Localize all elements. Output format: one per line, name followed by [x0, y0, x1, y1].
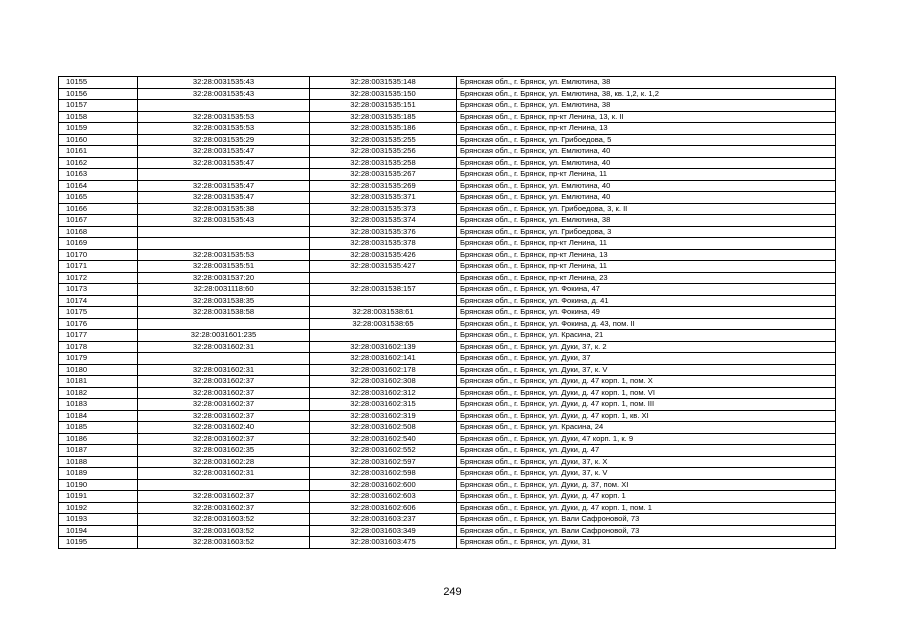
parcel-number-cell: 32:28:0031535:47 [138, 157, 310, 169]
object-number-cell: 32:28:0031535:185 [310, 111, 457, 123]
object-number-cell: 32:28:0031535:255 [310, 134, 457, 146]
object-number-cell: 32:28:0031538:65 [310, 318, 457, 330]
row-number-cell: 10158 [59, 111, 138, 123]
address-cell: Брянская обл., г. Брянск, ул. Емлютина, 40 [457, 180, 836, 192]
parcel-number-cell [138, 479, 310, 491]
address-cell: Брянская обл., г. Брянск, ул. Емлютина, 40 [457, 146, 836, 158]
parcel-number-cell: 32:28:0031602:37 [138, 399, 310, 411]
table-row [59, 88, 836, 100]
parcel-number-cell: 32:28:0031602:31 [138, 364, 310, 376]
object-number-cell: 32:28:0031538:61 [310, 307, 457, 319]
table-row [59, 387, 836, 399]
row-number-cell: 10174 [59, 295, 138, 307]
row-number-cell: 10177 [59, 330, 138, 342]
parcel-number-cell: 32:28:0031535:53 [138, 111, 310, 123]
table-row [59, 376, 836, 388]
parcel-number-cell: 32:28:0031535:43 [138, 77, 310, 89]
parcel-number-cell: 32:28:0031602:37 [138, 376, 310, 388]
cadastral-table [58, 76, 836, 549]
parcel-number-cell: 32:28:0031535:53 [138, 123, 310, 135]
table-body [59, 77, 836, 549]
row-number-cell: 10170 [59, 249, 138, 261]
address-cell: Брянская обл., г. Брянск, ул. Дуки, д. 47 корп. 1, пом. VI [457, 387, 836, 399]
object-number-cell: 32:28:0031535:150 [310, 88, 457, 100]
object-number-cell: 32:28:0031535:256 [310, 146, 457, 158]
table-row [59, 399, 836, 411]
table-row [59, 238, 836, 250]
row-number-cell: 10185 [59, 422, 138, 434]
parcel-number-cell [138, 169, 310, 181]
table-row [59, 77, 836, 89]
address-cell: Брянская обл., г. Брянск, ул. Фокина, 49 [457, 307, 836, 319]
parcel-number-cell: 32:28:0031603:52 [138, 514, 310, 526]
address-cell: Брянская обл., г. Брянск, ул. Емлютина, 38 [457, 215, 836, 227]
row-number-cell: 10183 [59, 399, 138, 411]
table-row [59, 169, 836, 181]
address-cell: Брянская обл., г. Брянск, ул. Дуки, 37, к. V [457, 364, 836, 376]
row-number-cell: 10179 [59, 353, 138, 365]
address-cell: Брянская обл., г. Брянск, ул. Емлютина, 38 [457, 77, 836, 89]
page-number: 249 [443, 586, 462, 598]
table-row [59, 180, 836, 192]
parcel-number-cell [138, 100, 310, 112]
table-row [59, 249, 836, 261]
table-row [59, 410, 836, 422]
object-number-cell: 32:28:0031535:186 [310, 123, 457, 135]
object-number-cell: 32:28:0031603:475 [310, 537, 457, 549]
table-row [59, 433, 836, 445]
parcel-number-cell: 32:28:0031603:52 [138, 537, 310, 549]
table-row [59, 525, 836, 537]
row-number-cell: 10165 [59, 192, 138, 204]
address-cell: Брянская обл., г. Брянск, пр-кт Ленина, 11 [457, 169, 836, 181]
row-number-cell: 10176 [59, 318, 138, 330]
object-number-cell: 32:28:0031602:597 [310, 456, 457, 468]
row-number-cell: 10186 [59, 433, 138, 445]
row-number-cell: 10180 [59, 364, 138, 376]
address-cell: Брянская обл., г. Брянск, ул. Емлютина, 40 [457, 157, 836, 169]
parcel-number-cell: 32:28:0031535:43 [138, 88, 310, 100]
table-row [59, 468, 836, 480]
object-number-cell: 32:28:0031535:376 [310, 226, 457, 238]
parcel-number-cell: 32:28:0031602:31 [138, 341, 310, 353]
address-cell: Брянская обл., г. Брянск, ул. Дуки, д. 37, пом. XI [457, 479, 836, 491]
address-cell: Брянская обл., г. Брянск, ул. Вали Сафроновой, 73 [457, 525, 836, 537]
object-number-cell: 32:28:0031538:157 [310, 284, 457, 296]
object-number-cell: 32:28:0031535:378 [310, 238, 457, 250]
table-row [59, 111, 836, 123]
object-number-cell: 32:28:0031602:319 [310, 410, 457, 422]
row-number-cell: 10194 [59, 525, 138, 537]
parcel-number-cell: 32:28:0031602:37 [138, 410, 310, 422]
row-number-cell: 10178 [59, 341, 138, 353]
table-row [59, 100, 836, 112]
table-row [59, 307, 836, 319]
table-row [59, 445, 836, 457]
row-number-cell: 10161 [59, 146, 138, 158]
object-number-cell: 32:28:0031602:540 [310, 433, 457, 445]
parcel-number-cell: 32:28:0031602:31 [138, 468, 310, 480]
table-row [59, 215, 836, 227]
object-number-cell: 32:28:0031535:148 [310, 77, 457, 89]
address-cell: Брянская обл., г. Брянск, ул. Грибоедова, 3, к. II [457, 203, 836, 215]
object-number-cell: 32:28:0031535:427 [310, 261, 457, 273]
row-number-cell: 10193 [59, 514, 138, 526]
parcel-number-cell: 32:28:0031602:37 [138, 502, 310, 514]
table-row [59, 330, 836, 342]
object-number-cell: 32:28:0031602:606 [310, 502, 457, 514]
address-cell: Брянская обл., г. Брянск, ул. Дуки, 37 [457, 353, 836, 365]
address-cell: Брянская обл., г. Брянск, ул. Дуки, 37, к. 2 [457, 341, 836, 353]
object-number-cell: 32:28:0031535:258 [310, 157, 457, 169]
table-row [59, 364, 836, 376]
parcel-number-cell: 32:28:0031602:37 [138, 491, 310, 503]
parcel-number-cell: 32:28:0031602:37 [138, 387, 310, 399]
object-number-cell: 32:28:0031602:600 [310, 479, 457, 491]
address-cell: Брянская обл., г. Брянск, пр-кт Ленина, 11 [457, 238, 836, 250]
object-number-cell: 32:28:0031602:508 [310, 422, 457, 434]
address-cell: Брянская обл., г. Брянск, ул. Дуки, д. 47 [457, 445, 836, 457]
table-row [59, 226, 836, 238]
parcel-number-cell: 32:28:0031535:51 [138, 261, 310, 273]
table-row [59, 261, 836, 273]
address-cell: Брянская обл., г. Брянск, ул. Дуки, 37, к. V [457, 468, 836, 480]
parcel-number-cell [138, 226, 310, 238]
address-cell: Брянская обл., г. Брянск, пр-кт Ленина, 23 [457, 272, 836, 284]
table-row [59, 284, 836, 296]
parcel-number-cell: 32:28:0031602:40 [138, 422, 310, 434]
object-number-cell: 32:28:0031535:373 [310, 203, 457, 215]
row-number-cell: 10182 [59, 387, 138, 399]
address-cell: Брянская обл., г. Брянск, ул. Емлютина, 38, кв. 1,2, к. 1,2 [457, 88, 836, 100]
address-cell: Брянская обл., г. Брянск, ул. Дуки, 37, к. X [457, 456, 836, 468]
object-number-cell: 32:28:0031602:139 [310, 341, 457, 353]
address-cell: Брянская обл., г. Брянск, ул. Фокина, д. 43, пом. II [457, 318, 836, 330]
address-cell: Брянская обл., г. Брянск, ул. Грибоедова, 3 [457, 226, 836, 238]
parcel-number-cell: 32:28:0031603:52 [138, 525, 310, 537]
table-row [59, 157, 836, 169]
parcel-number-cell: 32:28:0031602:37 [138, 433, 310, 445]
address-cell: Брянская обл., г. Брянск, ул. Фокина, 47 [457, 284, 836, 296]
parcel-number-cell: 32:28:0031118:60 [138, 284, 310, 296]
table-row [59, 479, 836, 491]
address-cell: Брянская обл., г. Брянск, ул. Дуки, д. 47 корп. 1 [457, 491, 836, 503]
row-number-cell: 10168 [59, 226, 138, 238]
parcel-number-cell: 32:28:0031601:235 [138, 330, 310, 342]
row-number-cell: 10164 [59, 180, 138, 192]
row-number-cell: 10187 [59, 445, 138, 457]
row-number-cell: 10192 [59, 502, 138, 514]
object-number-cell: 32:28:0031602:552 [310, 445, 457, 457]
table-row [59, 502, 836, 514]
table-row [59, 341, 836, 353]
row-number-cell: 10163 [59, 169, 138, 181]
table-row [59, 134, 836, 146]
object-number-cell: 32:28:0031602:178 [310, 364, 457, 376]
object-number-cell: 32:28:0031602:315 [310, 399, 457, 411]
address-cell: Брянская обл., г. Брянск, ул. Емлютина, 40 [457, 192, 836, 204]
address-cell: Брянская обл., г. Брянск, ул. Фокина, д. 41 [457, 295, 836, 307]
row-number-cell: 10191 [59, 491, 138, 503]
parcel-number-cell: 32:28:0031537:20 [138, 272, 310, 284]
document-sheet [58, 76, 836, 549]
parcel-number-cell: 32:28:0031602:28 [138, 456, 310, 468]
object-number-cell: 32:28:0031535:267 [310, 169, 457, 181]
address-cell: Брянская обл., г. Брянск, ул. Дуки, д. 47 корп. 1, пом. 1 [457, 502, 836, 514]
row-number-cell: 10155 [59, 77, 138, 89]
address-cell: Брянская обл., г. Брянск, ул. Дуки, д. 47 корп. 1, пом. III [457, 399, 836, 411]
row-number-cell: 10175 [59, 307, 138, 319]
object-number-cell: 32:28:0031535:374 [310, 215, 457, 227]
parcel-number-cell: 32:28:0031538:58 [138, 307, 310, 319]
row-number-cell: 10173 [59, 284, 138, 296]
address-cell: Брянская обл., г. Брянск, ул. Красина, 24 [457, 422, 836, 434]
row-number-cell: 10157 [59, 100, 138, 112]
address-cell: Брянская обл., г. Брянск, ул. Дуки, д. 47 корп. 1, кв. XI [457, 410, 836, 422]
parcel-number-cell: 32:28:0031535:47 [138, 180, 310, 192]
table-row [59, 203, 836, 215]
table-row [59, 295, 836, 307]
parcel-number-cell: 32:28:0031535:53 [138, 249, 310, 261]
object-number-cell: 32:28:0031602:141 [310, 353, 457, 365]
object-number-cell: 32:28:0031535:269 [310, 180, 457, 192]
address-cell: Брянская обл., г. Брянск, пр-кт Ленина, 13 [457, 249, 836, 261]
row-number-cell: 10181 [59, 376, 138, 388]
table-row [59, 514, 836, 526]
row-number-cell: 10167 [59, 215, 138, 227]
object-number-cell: 32:28:0031603:237 [310, 514, 457, 526]
row-number-cell: 10160 [59, 134, 138, 146]
object-number-cell [310, 272, 457, 284]
row-number-cell: 10156 [59, 88, 138, 100]
object-number-cell [310, 330, 457, 342]
row-number-cell: 10188 [59, 456, 138, 468]
address-cell: Брянская обл., г. Брянск, ул. Грибоедова, 5 [457, 134, 836, 146]
object-number-cell [310, 295, 457, 307]
table-row [59, 491, 836, 503]
row-number-cell: 10159 [59, 123, 138, 135]
object-number-cell: 32:28:0031535:371 [310, 192, 457, 204]
parcel-number-cell: 32:28:0031538:35 [138, 295, 310, 307]
address-cell: Брянская обл., г. Брянск, пр-кт Ленина, 11 [457, 261, 836, 273]
address-cell: Брянская обл., г. Брянск, ул. Вали Сафроновой, 73 [457, 514, 836, 526]
address-cell: Брянская обл., г. Брянск, ул. Емлютина, 38 [457, 100, 836, 112]
object-number-cell: 32:28:0031602:308 [310, 376, 457, 388]
table-row [59, 123, 836, 135]
parcel-number-cell: 32:28:0031535:38 [138, 203, 310, 215]
address-cell: Брянская обл., г. Брянск, пр-кт Ленина, 13, к. II [457, 111, 836, 123]
parcel-number-cell: 32:28:0031535:43 [138, 215, 310, 227]
object-number-cell: 32:28:0031603:349 [310, 525, 457, 537]
address-cell: Брянская обл., г. Брянск, ул. Дуки, 47 корп. 1, к. 9 [457, 433, 836, 445]
row-number-cell: 10166 [59, 203, 138, 215]
row-number-cell: 10189 [59, 468, 138, 480]
parcel-number-cell [138, 353, 310, 365]
object-number-cell: 32:28:0031602:598 [310, 468, 457, 480]
table-row [59, 192, 836, 204]
object-number-cell: 32:28:0031535:426 [310, 249, 457, 261]
address-cell: Брянская обл., г. Брянск, ул. Дуки, 31 [457, 537, 836, 549]
parcel-number-cell [138, 318, 310, 330]
parcel-number-cell [138, 238, 310, 250]
parcel-number-cell: 32:28:0031602:35 [138, 445, 310, 457]
table-row [59, 318, 836, 330]
row-number-cell: 10172 [59, 272, 138, 284]
table-row [59, 353, 836, 365]
table-row [59, 456, 836, 468]
row-number-cell: 10195 [59, 537, 138, 549]
row-number-cell: 10169 [59, 238, 138, 250]
table-row [59, 537, 836, 549]
parcel-number-cell: 32:28:0031535:47 [138, 192, 310, 204]
table-row [59, 422, 836, 434]
object-number-cell: 32:28:0031602:603 [310, 491, 457, 503]
object-number-cell: 32:28:0031535:151 [310, 100, 457, 112]
parcel-number-cell: 32:28:0031535:29 [138, 134, 310, 146]
address-cell: Брянская обл., г. Брянск, ул. Красина, 21 [457, 330, 836, 342]
row-number-cell: 10184 [59, 410, 138, 422]
row-number-cell: 10190 [59, 479, 138, 491]
address-cell: Брянская обл., г. Брянск, ул. Дуки, д. 47 корп. 1, пом. X [457, 376, 836, 388]
parcel-number-cell: 32:28:0031535:47 [138, 146, 310, 158]
object-number-cell: 32:28:0031602:312 [310, 387, 457, 399]
row-number-cell: 10162 [59, 157, 138, 169]
table-row [59, 272, 836, 284]
address-cell: Брянская обл., г. Брянск, пр-кт Ленина, 13 [457, 123, 836, 135]
row-number-cell: 10171 [59, 261, 138, 273]
table-row [59, 146, 836, 158]
